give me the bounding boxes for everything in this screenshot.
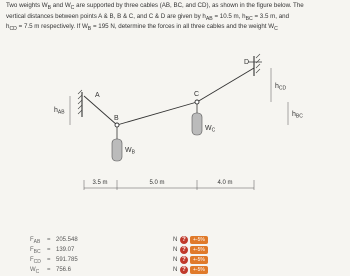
tolerance-badge: +-5%: [190, 236, 208, 244]
cable-ab: [84, 96, 117, 125]
label-a: A: [95, 92, 100, 99]
answer-row-wc: [0, 266, 350, 276]
unit-label: N: [173, 267, 178, 273]
tolerance-badge: +-5%: [190, 256, 208, 264]
answer-label: $W_C$: [30, 267, 40, 276]
support-a: [78, 90, 82, 117]
help-icon[interactable]: ?: [180, 256, 188, 264]
equals-sign: =: [47, 257, 51, 263]
label-hcd: $h_{CD}$: [275, 83, 287, 92]
weight-b: [112, 139, 122, 161]
help-icon[interactable]: ?: [180, 266, 188, 274]
joint-b: [115, 123, 119, 127]
help-icon[interactable]: ?: [180, 246, 188, 254]
equals-sign: =: [47, 237, 51, 243]
label-c: C: [194, 91, 200, 98]
cable-figure: [0, 32, 350, 232]
support-d: [248, 54, 262, 76]
label-hbc: $h_{BC}$: [292, 111, 303, 120]
weight-c: [192, 113, 202, 135]
cable-bc: [117, 102, 197, 125]
unit-label: N: [173, 257, 178, 263]
dim-2: 5.0 m: [149, 180, 165, 186]
label-hab: $h_{AB}$: [54, 107, 65, 116]
problem-line-3: $h_{CD} = 7.5$ m respectively. If $W_B = 195$ N, determine the forces in all three cables and the weight $W_C$: [6, 23, 278, 33]
answer-row-fab: [0, 236, 350, 246]
answer-label: $F_{CD}$: [30, 257, 41, 266]
answer-value-fcd[interactable]: 591.785: [56, 257, 78, 263]
help-icon[interactable]: ?: [180, 236, 188, 244]
answer-value-fab[interactable]: 205.548: [56, 237, 78, 243]
label-d: D: [244, 59, 250, 66]
dim-3: 4.0 m: [217, 180, 233, 186]
problem-line-2: vertical distances between points A & B, B & C, and C & D are given by $h_{AB} = 10.5$ m, $h_{BC} = 3.5$ m, and: [6, 12, 290, 22]
label-b: B: [114, 115, 119, 122]
answer-value-fbc[interactable]: 139.07: [56, 247, 75, 253]
dim-1: 3.5 m: [92, 180, 108, 186]
tolerance-badge: +-5%: [190, 266, 208, 274]
equals-sign: =: [47, 267, 51, 273]
unit-label: N: [173, 237, 178, 243]
answer-row-fcd: [0, 256, 350, 266]
answer-row-fbc: [0, 246, 350, 256]
problem-statement: [6, 2, 346, 34]
label-wc: $W_C$: [205, 125, 216, 134]
answer-label: $F_{AB}$: [30, 237, 41, 246]
answer-value-wc[interactable]: 756.6: [56, 267, 72, 273]
label-wb: $W_B$: [125, 147, 135, 156]
joint-c: [195, 100, 199, 104]
cable-cd: [197, 68, 254, 102]
unit-label: N: [173, 247, 178, 253]
tolerance-badge: +-5%: [190, 246, 208, 254]
answer-label: $F_{BC}$: [30, 247, 41, 256]
problem-line-1: Two weights $W_B$ and $W_C$ are supported by three cables (AB, BC, and CD), as shown in the figure below. The: [6, 2, 304, 12]
equals-sign: =: [47, 247, 51, 253]
